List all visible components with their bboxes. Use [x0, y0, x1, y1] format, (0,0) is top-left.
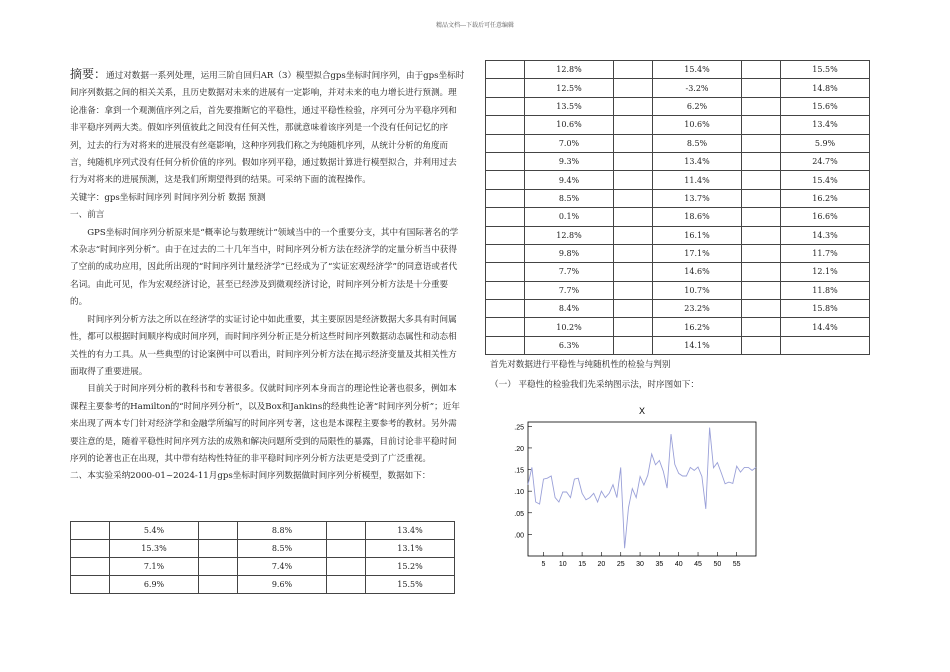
table-cell-value: 8.5%: [238, 540, 327, 558]
table-cell-value: 7.0%: [525, 134, 614, 152]
table-cell-value: 15.3%: [110, 540, 199, 558]
table-cell-empty: [742, 263, 781, 281]
table-cell-empty: [486, 226, 525, 244]
table-cell-empty: [742, 116, 781, 134]
data-table-left: [70, 521, 455, 594]
table-cell-empty: [614, 263, 653, 281]
table-cell-value: 15.2%: [366, 558, 455, 576]
table-cell-empty: [742, 134, 781, 152]
table-cell-empty: [71, 522, 110, 540]
table-cell-empty: [742, 189, 781, 207]
table-cell-value: 13.1%: [366, 540, 455, 558]
table-cell-value: 13.5%: [525, 97, 614, 115]
table-row: [486, 318, 870, 336]
table-cell-empty: [614, 97, 653, 115]
table-cell-value: 7.1%: [110, 558, 199, 576]
table-row: [486, 300, 870, 318]
table-cell-empty: [742, 61, 781, 79]
table-cell-empty: [486, 244, 525, 262]
table-row: [486, 116, 870, 134]
table-cell-empty: [614, 281, 653, 299]
table-cell-value: 15.5%: [366, 576, 455, 594]
x-tick-label: 20: [597, 561, 606, 568]
table-cell-empty: [486, 61, 525, 79]
table-cell-value: 17.1%: [653, 244, 742, 262]
table-cell-empty: [742, 300, 781, 318]
table-row: [71, 522, 455, 540]
x-tick-label: 55: [732, 561, 741, 568]
table-cell-value: 6.2%: [653, 97, 742, 115]
table-cell-value: 10.6%: [525, 116, 614, 134]
table-row: [71, 540, 455, 558]
y-tick-label: .00: [514, 532, 524, 540]
table-cell-value: 14.3%: [781, 226, 870, 244]
y-tick-label: .20: [514, 445, 524, 453]
table-cell-empty: [614, 208, 653, 226]
table-row: [71, 576, 455, 594]
table-cell-empty: [486, 152, 525, 170]
table-row: [486, 171, 870, 189]
table-cell-empty: [71, 576, 110, 594]
table-cell-value: 12.8%: [525, 226, 614, 244]
x-tick-label: 25: [616, 561, 625, 568]
table-cell-value: 9.4%: [525, 171, 614, 189]
table-cell-value: 6.3%: [525, 336, 614, 354]
table-cell-value: [781, 336, 870, 354]
table-cell-value: 11.8%: [781, 281, 870, 299]
table-cell-empty: [742, 336, 781, 354]
section-heading-preface: 一、前言: [70, 210, 105, 221]
table-cell-value: 13.4%: [781, 116, 870, 134]
table-cell-value: 13.4%: [366, 522, 455, 540]
table-cell-empty: [614, 300, 653, 318]
table-cell-value: 8.4%: [525, 300, 614, 318]
x-tick-label: 45: [694, 561, 702, 568]
table-row: [486, 208, 870, 226]
chart-title: X: [638, 406, 646, 416]
test-intro: 首先对数据进行平稳性与纯随机性的检验与判别: [490, 360, 671, 370]
series-line: [528, 428, 756, 549]
table-cell-empty: [614, 318, 653, 336]
table-cell-empty: [742, 318, 781, 336]
table-cell-empty: [742, 97, 781, 115]
abstract-text: 通过对数据一系列处理，运用三阶自回归AR（3）模型拟合gps坐标时间序列，由于gps坐标时间序列数据之间的相关关系，且历史数据对未来的进展有一定影响，并对未来的电力增长进行预测。理论准备：拿到一个观测值序列之后，首先要推断它的平稳性，通过平稳性检验，序列可分为平稳序列和非平稳序列两大类。假如序列值彼此之间没有任何关性，那就意味着该序列是一个没有任何记忆的序列，过去的行为对将来的进展没有丝毫影响，这种序列我们称之为纯随机序列，从统计分析的角度而言，纯随机序列式没有任何分析价值的序列。假如序列平稳，通过数据计算进行模型拟合，并利用过去行为对将来的进展预测，这是我们所期望得到的结果。可采纳下面的流程操作。: [70, 71, 465, 186]
table-cell-empty: [327, 540, 366, 558]
table-cell-value: 23.2%: [653, 300, 742, 318]
table-cell-value: -3.2%: [653, 79, 742, 97]
abstract-label: 摘要：: [70, 67, 107, 81]
table-cell-empty: [486, 300, 525, 318]
y-tick-label: .15: [514, 467, 524, 475]
table-cell-empty: [486, 281, 525, 299]
table-cell-value: 8.5%: [525, 189, 614, 207]
table-row: [486, 263, 870, 281]
x-tick-label: 35: [655, 561, 664, 568]
table-row: [486, 226, 870, 244]
table-cell-value: 16.2%: [781, 189, 870, 207]
table-cell-empty: [742, 226, 781, 244]
table-cell-empty: [742, 208, 781, 226]
table-cell-value: 13.7%: [653, 189, 742, 207]
table-cell-value: 14.1%: [653, 336, 742, 354]
keywords: 关键字：gps坐标时间序列 时间序列分析 数据 预测: [70, 192, 266, 203]
table-cell-value: 7.4%: [238, 558, 327, 576]
table-cell-value: 15.8%: [781, 300, 870, 318]
table-cell-value: 15.4%: [781, 171, 870, 189]
table-cell-value: 14.4%: [781, 318, 870, 336]
table-row: [486, 244, 870, 262]
section-heading-data: 二、本实验采纳2000-01~2024-11月gps坐标时间序列数据做时间序列分析模型，数据如下：: [70, 471, 431, 482]
table-cell-empty: [614, 116, 653, 134]
table-cell-empty: [199, 522, 238, 540]
abstract-paragraph: [70, 66, 465, 190]
table-cell-empty: [486, 79, 525, 97]
table-cell-empty: [742, 171, 781, 189]
table-row: [486, 336, 870, 354]
table-cell-empty: [742, 79, 781, 97]
table-cell-empty: [486, 263, 525, 281]
table-row: [486, 134, 870, 152]
table-cell-empty: [742, 281, 781, 299]
table-cell-empty: [486, 208, 525, 226]
table-cell-empty: [742, 152, 781, 170]
table-cell-value: 7.7%: [525, 263, 614, 281]
table-cell-value: 12.5%: [525, 79, 614, 97]
y-tick-label: .25: [514, 424, 524, 432]
table-cell-value: 7.7%: [525, 281, 614, 299]
table-cell-empty: [614, 79, 653, 97]
table-cell-value: 8.5%: [653, 134, 742, 152]
table-cell-value: 11.4%: [653, 171, 742, 189]
table-cell-empty: [614, 61, 653, 79]
table-cell-value: 5.4%: [110, 522, 199, 540]
table-cell-value: 16.2%: [653, 318, 742, 336]
table-cell-value: 16.6%: [781, 208, 870, 226]
time-series-chart: [490, 400, 770, 576]
table-cell-value: 15.6%: [781, 97, 870, 115]
table-cell-value: 14.6%: [653, 263, 742, 281]
table-cell-empty: [486, 318, 525, 336]
table-cell-empty: [742, 244, 781, 262]
table-cell-value: 10.2%: [525, 318, 614, 336]
table-cell-empty: [614, 134, 653, 152]
table-cell-empty: [614, 336, 653, 354]
table-cell-value: 14.8%: [781, 79, 870, 97]
table-cell-value: 12.8%: [525, 61, 614, 79]
preface-paragraph-3: 目前关于时间序列分析的教科书和专著很多。仅就时间序列本身而言的理论性论著也很多，例如本课程主要参考的Hamilton的“时间序列分析”，以及Box和Jankins的经典性论著“时间序列分析”；近年来出现了两本专门针对经济学和金融学所编写的时间序列专著，这也是本课程主要参考的教材。另外需要注意的是，随着平稳性时间序列方法的成熟和解决问题所受到的局限性的暴露，目前讨论非平稳时间序列的论著也正在出现，其中带有结构性特征的非平稳时间序列分析方法更是受到了广泛重视。: [70, 384, 460, 464]
table-cell-value: 24.7%: [781, 152, 870, 170]
table-cell-empty: [486, 336, 525, 354]
right-text: [490, 355, 920, 395]
plot-frame: [528, 422, 756, 556]
x-tick-label: 50: [713, 561, 722, 568]
table-cell-empty: [486, 97, 525, 115]
table-cell-empty: [614, 189, 653, 207]
table-cell-value: 9.6%: [238, 576, 327, 594]
x-tick-label: 30: [636, 561, 644, 568]
x-tick-label: 40: [674, 561, 683, 568]
table-cell-value: 9.8%: [525, 244, 614, 262]
table-row: [486, 152, 870, 170]
x-tick-label: 10: [558, 561, 567, 568]
x-tick-label: 15: [578, 561, 587, 568]
preface-paragraph-2: 时间序列分析方法之所以在经济学的实证讨论中如此重要，其主要原因是经济数据大多具有时间属性，都可以根据时间顺序构成时间序列，而时间序列分析正是分析这些时间序列数据动态属性和动态相关性的有力工具。从一些典型的讨论案例中可以看出，时间序列分析方法在揭示经济变量及其相关性方面取得了重要进展。: [70, 314, 457, 377]
data-table-right: [485, 60, 870, 355]
table-cell-value: 15.5%: [781, 61, 870, 79]
table-cell-value: 12.1%: [781, 263, 870, 281]
table-cell-empty: [486, 171, 525, 189]
table-cell-empty: [199, 540, 238, 558]
stationarity-intro: （一） 平稳性的检验我们先采纳图示法，时序图如下：: [490, 380, 699, 390]
table-cell-empty: [614, 171, 653, 189]
y-tick-label: .05: [514, 510, 524, 518]
y-tick-label: .10: [514, 489, 524, 497]
table-row: [486, 97, 870, 115]
table-cell-value: 8.8%: [238, 522, 327, 540]
preface-paragraph-1: GPS坐标时间序列分析原来是“概率论与数理统计”领域当中的一个重要分支，其中有国际著名的学术杂志“时间序列分析”。由于在过去的二十几年当中，时间序列分析方法在经济学的定量分析当中获得了空前的成功应用，因此所出现的“时间序列计量经济学”已经成为了“实证宏观经济学”的同意语或者代名词。由此可见，作为宏观经济讨论，甚至已经涉及到微观经济讨论，时间序列分析方法是十分重要的。: [70, 227, 459, 308]
table-cell-value: 11.7%: [781, 244, 870, 262]
left-column: [70, 66, 465, 486]
table-cell-value: 10.7%: [653, 281, 742, 299]
page-header: 精品文档---下载后可任意编辑: [435, 22, 515, 29]
table-cell-value: 15.4%: [653, 61, 742, 79]
table-cell-value: 5.9%: [781, 134, 870, 152]
table-cell-empty: [71, 540, 110, 558]
table-cell-value: 0.1%: [525, 208, 614, 226]
table-cell-empty: [486, 189, 525, 207]
table-row: [486, 281, 870, 299]
table-cell-empty: [71, 558, 110, 576]
chart-svg: [490, 400, 770, 572]
table-cell-value: 13.4%: [653, 152, 742, 170]
table-cell-value: 18.6%: [653, 208, 742, 226]
table-cell-value: 9.3%: [525, 152, 614, 170]
table-row: [486, 61, 870, 79]
table-row: [486, 189, 870, 207]
table-cell-value: 16.1%: [653, 226, 742, 244]
table-cell-empty: [199, 576, 238, 594]
x-tick-label: 5: [541, 561, 546, 568]
table-cell-empty: [614, 226, 653, 244]
table-row: [486, 79, 870, 97]
table-cell-empty: [486, 116, 525, 134]
table-cell-value: 6.9%: [110, 576, 199, 594]
table-cell-empty: [199, 558, 238, 576]
table-cell-empty: [614, 152, 653, 170]
table-cell-value: 10.6%: [653, 116, 742, 134]
table-row: [71, 558, 455, 576]
table-cell-empty: [486, 134, 525, 152]
table-cell-empty: [614, 244, 653, 262]
table-cell-empty: [327, 522, 366, 540]
table-cell-empty: [327, 576, 366, 594]
table-cell-empty: [327, 558, 366, 576]
